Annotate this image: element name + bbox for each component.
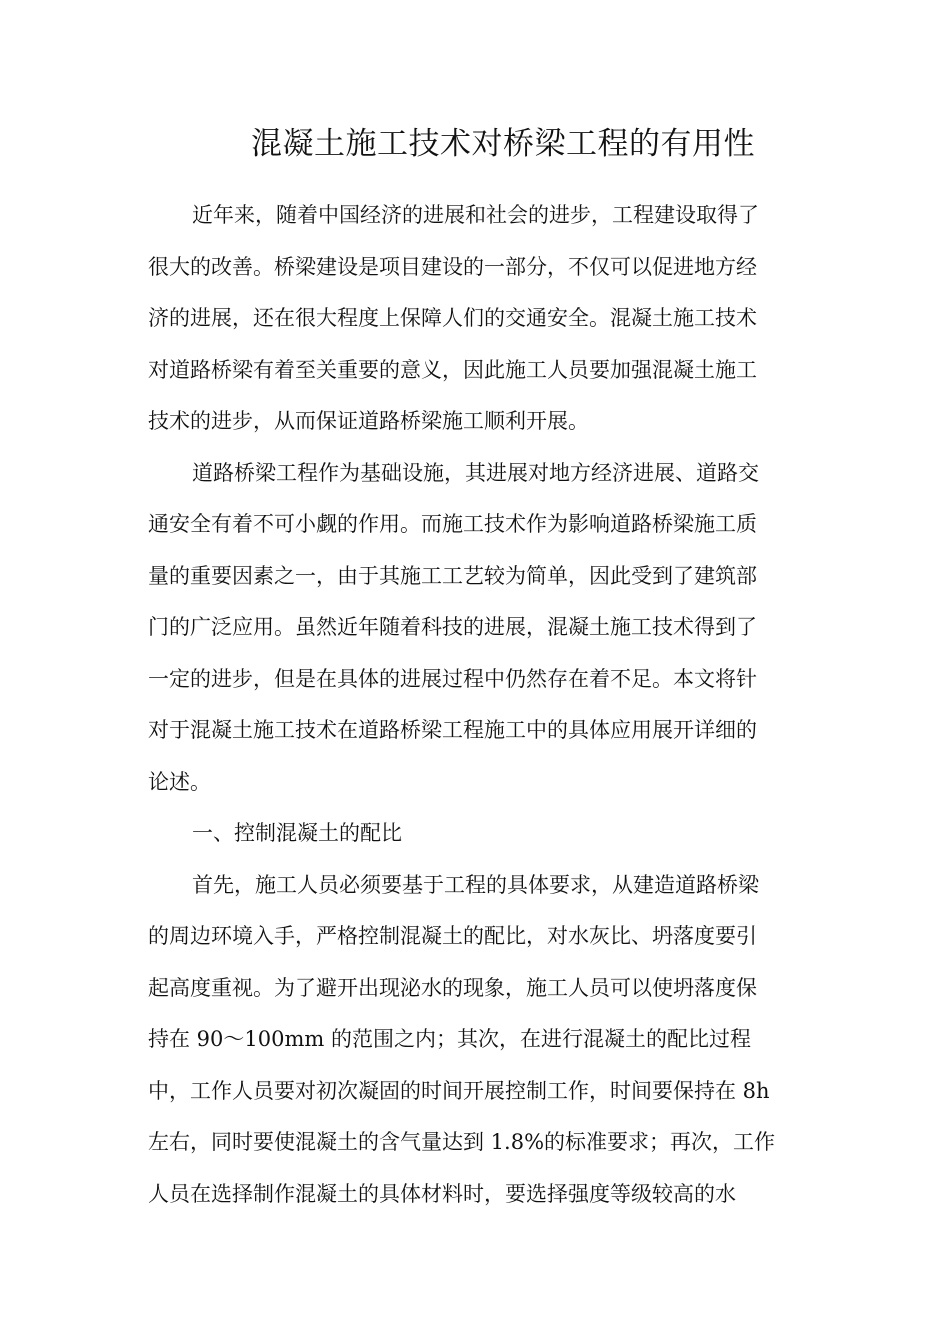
paragraph-3-line-2: 的周边环境入手，严格控制混凝土的配比，对水灰比、坍落度要引 bbox=[148, 924, 757, 948]
document-body bbox=[148, 190, 808, 1220]
paragraph-1-line-5: 技术的进步，从而保证道路桥梁施工顺利开展。 bbox=[148, 409, 589, 433]
paragraph-2-line-7: 论述。 bbox=[148, 769, 211, 794]
paragraph-2-line-5: 一定的进步，但是在具体的进展过程中仍然存在着不足。本文将针 bbox=[148, 666, 757, 691]
paragraph-2-line-3: 量的重要因素之一，由于其施工工艺较为简单，因此受到了建筑部 bbox=[148, 563, 757, 588]
paragraph-1-line-1: 近年来，随着中国经济的进展和社会的进步，工程建设取得了 bbox=[192, 203, 759, 227]
paragraph-2-line-4: 门的广泛应用。虽然近年随着科技的进展，混凝土施工技术得到了 bbox=[148, 615, 757, 639]
paragraph-3-line-7: 人员在选择制作混凝土的具体材料时，要选择强度等级较高的水 bbox=[148, 1181, 736, 1206]
paragraph-3-line-3: 起高度重视。为了避开出现泌水的现象，施工人员可以使坍落度保 bbox=[148, 975, 757, 1000]
section-heading: 一、控制混凝土的配比 bbox=[192, 821, 402, 845]
paragraph-1-line-4: 对道路桥梁有着至关重要的意义，因此施工人员要加强混凝土施工 bbox=[148, 357, 757, 382]
paragraph-2-line-1: 道路桥梁工程作为基础设施，其进展对地方经济进展、道路交 bbox=[192, 460, 759, 485]
paragraph-2-line-6: 对于混凝土施工技术在道路桥梁工程施工中的具体应用展开详细的 bbox=[148, 718, 757, 742]
paragraph-3-line-4: 持在 90～100mm 的范围之内；其次，在进行混凝土的配比过程 bbox=[148, 1027, 751, 1051]
paragraph-3-line-6: 左右，同时要使混凝土的含气量达到 1.8%的标准要求；再次，工作 bbox=[148, 1130, 776, 1154]
paragraph-2-line-2: 通安全有着不可小觑的作用。而施工技术作为影响道路桥梁施工质 bbox=[148, 512, 757, 536]
document-title: 混凝土施工技术对桥梁工程的有用性 bbox=[251, 126, 755, 162]
paragraph-3-line-1: 首先，施工人员必须要基于工程的具体要求，从建造道路桥梁 bbox=[192, 872, 759, 897]
paragraph-1-line-3: 济的进展，还在很大程度上保障人们的交通安全。混凝土施工技术 bbox=[148, 306, 757, 330]
paragraph-1-line-2: 很大的改善。桥梁建设是项目建设的一部分，不仅可以促进地方经 bbox=[148, 254, 757, 279]
paragraph-3-line-5: 中，工作人员要对初次凝固的时间开展控制工作，时间要保持在 8h bbox=[148, 1078, 770, 1103]
